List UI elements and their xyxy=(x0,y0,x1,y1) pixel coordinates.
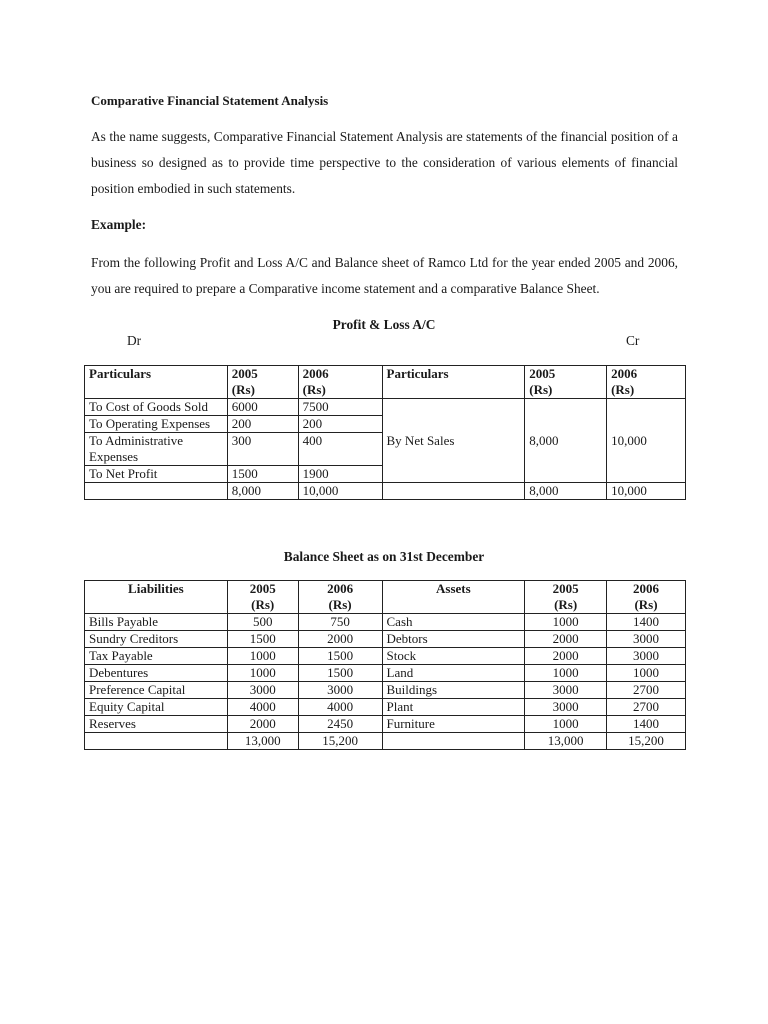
asset-name: Stock xyxy=(382,648,525,665)
liability-2006: 3000 xyxy=(298,682,382,699)
asset-2005: 3000 xyxy=(525,699,607,716)
document-heading: Comparative Financial Statement Analysis xyxy=(91,93,329,108)
liability-name: Reserves xyxy=(85,716,228,733)
example-label: Example: xyxy=(91,217,147,232)
header-2005: 2005 (Rs) xyxy=(227,366,298,399)
table-row xyxy=(85,716,686,733)
asset-2006: 1400 xyxy=(607,716,686,733)
debit-2006: 7500 xyxy=(298,399,382,416)
asset-2006: 1000 xyxy=(607,665,686,682)
liability-name: Sundry Creditors xyxy=(85,631,228,648)
credit-2005: 8,000 xyxy=(525,399,607,483)
total-dr-2005: 8,000 xyxy=(227,483,298,500)
pl-title: Profit & Loss A/C xyxy=(332,317,436,332)
table-row xyxy=(85,699,686,716)
debit-2005: 6000 xyxy=(227,399,298,416)
table-total-row xyxy=(85,733,686,750)
liability-2006: 4000 xyxy=(298,699,382,716)
header-a2006: 2006 (Rs) xyxy=(607,581,686,614)
asset-2005: 2000 xyxy=(525,648,607,665)
total-cr-label-cell xyxy=(382,483,525,500)
liability-2006: 750 xyxy=(298,614,382,631)
liability-2006: 1500 xyxy=(298,648,382,665)
header-l2006: 2006 (Rs) xyxy=(298,581,382,614)
table-row xyxy=(85,614,686,631)
credit-particular: By Net Sales xyxy=(382,399,525,483)
debit-particular: To Administrative Expenses xyxy=(85,433,228,466)
header-cr-particulars: Particulars xyxy=(382,366,525,399)
debit-2005: 200 xyxy=(227,416,298,433)
header-cr-2005: 2005 (Rs) xyxy=(525,366,607,399)
asset-name: Cash xyxy=(382,614,525,631)
total-asset-label-cell xyxy=(382,733,525,750)
liability-2005: 3000 xyxy=(227,682,298,699)
liability-2005: 2000 xyxy=(227,716,298,733)
total-a2005: 13,000 xyxy=(525,733,607,750)
header-assets: Assets xyxy=(382,581,525,614)
total-l2006: 15,200 xyxy=(298,733,382,750)
asset-2006: 2700 xyxy=(607,682,686,699)
debit-2005: 1500 xyxy=(227,466,298,483)
debit-particular: To Operating Expenses xyxy=(85,416,228,433)
asset-2005: 3000 xyxy=(525,682,607,699)
total-cr-2005: 8,000 xyxy=(525,483,607,500)
asset-2006: 3000 xyxy=(607,648,686,665)
table-total-row xyxy=(85,483,686,500)
asset-2006: 2700 xyxy=(607,699,686,716)
liability-2005: 1500 xyxy=(227,631,298,648)
liability-2006: 2450 xyxy=(298,716,382,733)
credit-2006: 10,000 xyxy=(607,399,686,483)
header-a2005: 2005 (Rs) xyxy=(525,581,607,614)
liability-name: Preference Capital xyxy=(85,682,228,699)
liability-2005: 4000 xyxy=(227,699,298,716)
liability-2006: 2000 xyxy=(298,631,382,648)
table-row xyxy=(85,648,686,665)
asset-2006: 3000 xyxy=(607,631,686,648)
debit-2006: 1900 xyxy=(298,466,382,483)
asset-name: Buildings xyxy=(382,682,525,699)
liability-2005: 1000 xyxy=(227,665,298,682)
pl-cr-label: Cr xyxy=(626,333,640,348)
liability-name: Debentures xyxy=(85,665,228,682)
total-dr-2006: 10,000 xyxy=(298,483,382,500)
table-header-row xyxy=(85,581,686,614)
total-cr-2006: 10,000 xyxy=(607,483,686,500)
header-liabilities: Liabilities xyxy=(85,581,228,614)
total-label-cell xyxy=(85,483,228,500)
liability-2005: 500 xyxy=(227,614,298,631)
bs-title: Balance Sheet as on 31st December xyxy=(283,549,485,564)
debit-2006: 400 xyxy=(298,433,382,466)
total-a2006: 15,200 xyxy=(607,733,686,750)
table-row xyxy=(85,399,686,416)
intro-paragraph: As the name suggests, Comparative Financial Statement Analysis are statements of the financial position of a business so designed as to provide time perspective to the consideration of various elements of financial position embodied in such statements. xyxy=(91,129,678,196)
asset-2005: 1000 xyxy=(525,716,607,733)
table-row xyxy=(85,682,686,699)
liability-2006: 1500 xyxy=(298,665,382,682)
asset-2005: 2000 xyxy=(525,631,607,648)
asset-name: Furniture xyxy=(382,716,525,733)
pl-dr-label: Dr xyxy=(127,333,142,348)
asset-name: Land xyxy=(382,665,525,682)
liability-name: Tax Payable xyxy=(85,648,228,665)
table-row xyxy=(85,665,686,682)
profit-loss-table xyxy=(84,365,686,500)
asset-2006: 1400 xyxy=(607,614,686,631)
liability-2005: 1000 xyxy=(227,648,298,665)
asset-2005: 1000 xyxy=(525,665,607,682)
debit-particular: To Net Profit xyxy=(85,466,228,483)
header-particulars: Particulars xyxy=(85,366,228,399)
debit-2005: 300 xyxy=(227,433,298,466)
table-row xyxy=(85,631,686,648)
total-label-cell xyxy=(85,733,228,750)
header-2006: 2006 (Rs) xyxy=(298,366,382,399)
example-paragraph: From the following Profit and Loss A/C and Balance sheet of Ramco Ltd for the year ended 2005 and 2006, you are required to prepare a Comparative income statement and a comparative Balance Sheet. xyxy=(91,255,678,296)
asset-name: Plant xyxy=(382,699,525,716)
liability-name: Equity Capital xyxy=(85,699,228,716)
debit-2006: 200 xyxy=(298,416,382,433)
header-l2005: 2005 (Rs) xyxy=(227,581,298,614)
asset-2005: 1000 xyxy=(525,614,607,631)
debit-particular: To Cost of Goods Sold xyxy=(85,399,228,416)
balance-sheet-table xyxy=(84,580,686,750)
header-cr-2006: 2006 (Rs) xyxy=(607,366,686,399)
liability-name: Bills Payable xyxy=(85,614,228,631)
table-header-row xyxy=(85,366,686,399)
asset-name: Debtors xyxy=(382,631,525,648)
total-l2005: 13,000 xyxy=(227,733,298,750)
